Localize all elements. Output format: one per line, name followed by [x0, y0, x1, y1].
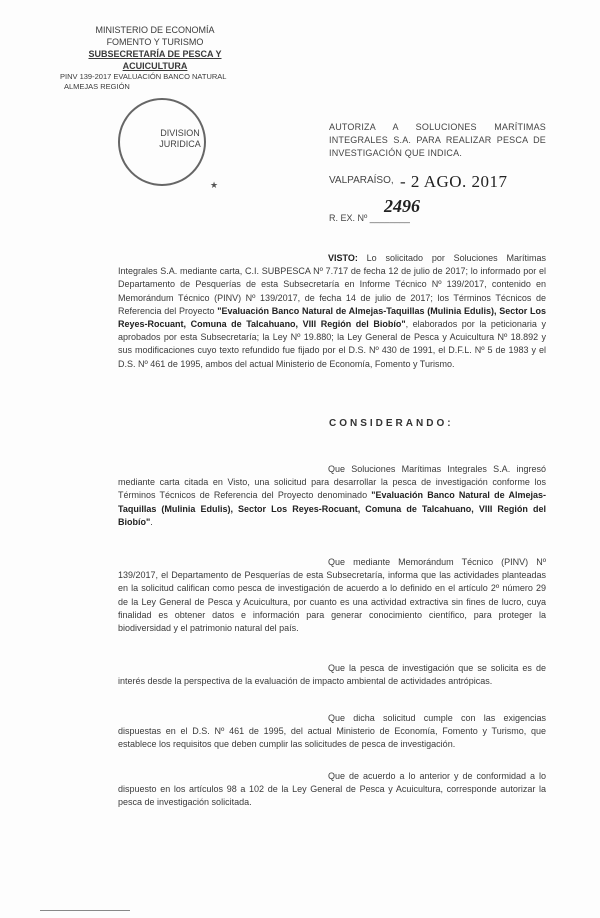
seal-line-2: JURIDICA [159, 139, 201, 149]
place: VALPARAÍSO, [329, 175, 394, 186]
reference-code-2: ALMEJAS REGIÓN [64, 82, 130, 91]
ministry-name-2: FOMENTO Y TURISMO [106, 37, 204, 47]
date-stamp: - 2 AGO. 2017 [400, 172, 508, 191]
considerando-heading: CONSIDERANDO: [329, 418, 454, 429]
ministry-name: MINISTERIO DE ECONOMÍA [95, 25, 215, 35]
visto-project: "Evaluación Banco Natural de Almejas-Taquillas (Mulinia Edulis), Sector Los Reyes-Rocuant, Comuna de Talcahuano, VIII Región del Biobío" [118, 305, 546, 330]
seal-star-icon: ★ [210, 180, 219, 190]
resolution-subject: AUTORIZA A SOLUCIONES MARÍTIMAS INTEGRALES S.A. PARA REALIZAR PESCA DE INVESTIGACIÓN QUE INDICA. [329, 122, 546, 158]
reference-code: PINV 139-2017 EVALUACIÓN BANCO NATURAL [60, 72, 227, 81]
considerando-paragraph-4: Que dicha solicitud cumple con las exigencias dispuestas en el D.S. Nº 461 de 1995, del actual Ministerio de Economía, Fomento y Turismo, que establece los requisitos que deben cumplir las solicitudes de pesca de investigación. [118, 713, 546, 750]
resolution-number: 2496 [384, 196, 420, 216]
seal-label [150, 128, 210, 150]
seal-line-1: DIVISION [160, 128, 200, 138]
considerando-paragraph-1 [118, 463, 546, 529]
considerando-paragraph-3: Que la pesca de investigación que se solicita es de interés desde la perspectiva de la evaluación de impacto ambiental de actividades antrópicas. [118, 663, 546, 687]
letterhead [60, 24, 250, 92]
considerando-paragraph-5: Que de acuerdo a lo anterior y de conformidad a lo dispuesto en los artículos 98 a 102 de la Ley General de Pesca y Acuicultura, corresponde autorizar la pesca de investigación solicitada. [118, 771, 546, 808]
p1-text-start: Que Soluciones Marítimas Integrales S.A. ingresó mediante carta citada en Visto, una solicitud para desarrollar la pesca de investigación conforme los Términos Técnicos de Referencia del Proyecto denominado [118, 464, 546, 501]
visto-text-start: Lo solicitado por Soluciones Marítimas Integrales S.A. mediante carta, C.I. SUBPESCA Nº 7.717 de fecha 12 de julio de 2017; lo informado por el Departamento de Pesquerías de esta Subsecretaría en Informe Técnico Nº 139/2017, contenido en Memorándum Técnico (PINV) Nº 139/2017, de fecha 14 de julio de 2017; los Términos Técnicos de Referencia del Proyecto [118, 253, 546, 316]
visto-label: VISTO: [328, 253, 358, 263]
p1-text-end: . [150, 516, 153, 527]
resolution-label: R. EX. Nº ________ [329, 213, 410, 223]
visto-text-end: , elaborados por la peticionaria y aprobados por esta Subsecretaría; la Ley Nº 19.880; la Ley General de Pesca y Acuicultura Nº 18.892 y sus modificaciones cuyo texto refundido fue fijado por el D.S. Nº 430 de 1991, el D.F.L. Nº 5 de 1983 y el D.S. Nº 461 de 1995, ambos del actual Ministerio de Economía, Fomento y Turismo. [118, 319, 546, 369]
subsecretaria-name: SUBSECRETARÍA DE PESCA Y ACUICULTURA [88, 49, 222, 71]
p1-project: "Evaluación Banco Natural de Almejas-Taquillas (Mulinia Edulis), Sector Los Reyes-Rocuant, Comuna de Talcahuano, VIII Región del Biobío" [118, 490, 546, 527]
visto-paragraph [118, 252, 546, 371]
considerando-paragraph-2: Que mediante Memorándum Técnico (PINV) Nº 139/2017, el Departamento de Pesquerías de esta Subsecretaría, informa que las actividades planteadas en la solicitud califican como pesca de investigación de acuerdo a lo definido en el artículo 2º número 29 de la Ley General de Pesca y Acuicultura, por cuanto es una actividad extractiva sin fines de lucro, cuya finalidad es obtener datos e información para generar conocimiento científico, para proteger la biodiversidad y el patrimonio natural del país. [118, 557, 546, 634]
footer-line [40, 910, 130, 911]
